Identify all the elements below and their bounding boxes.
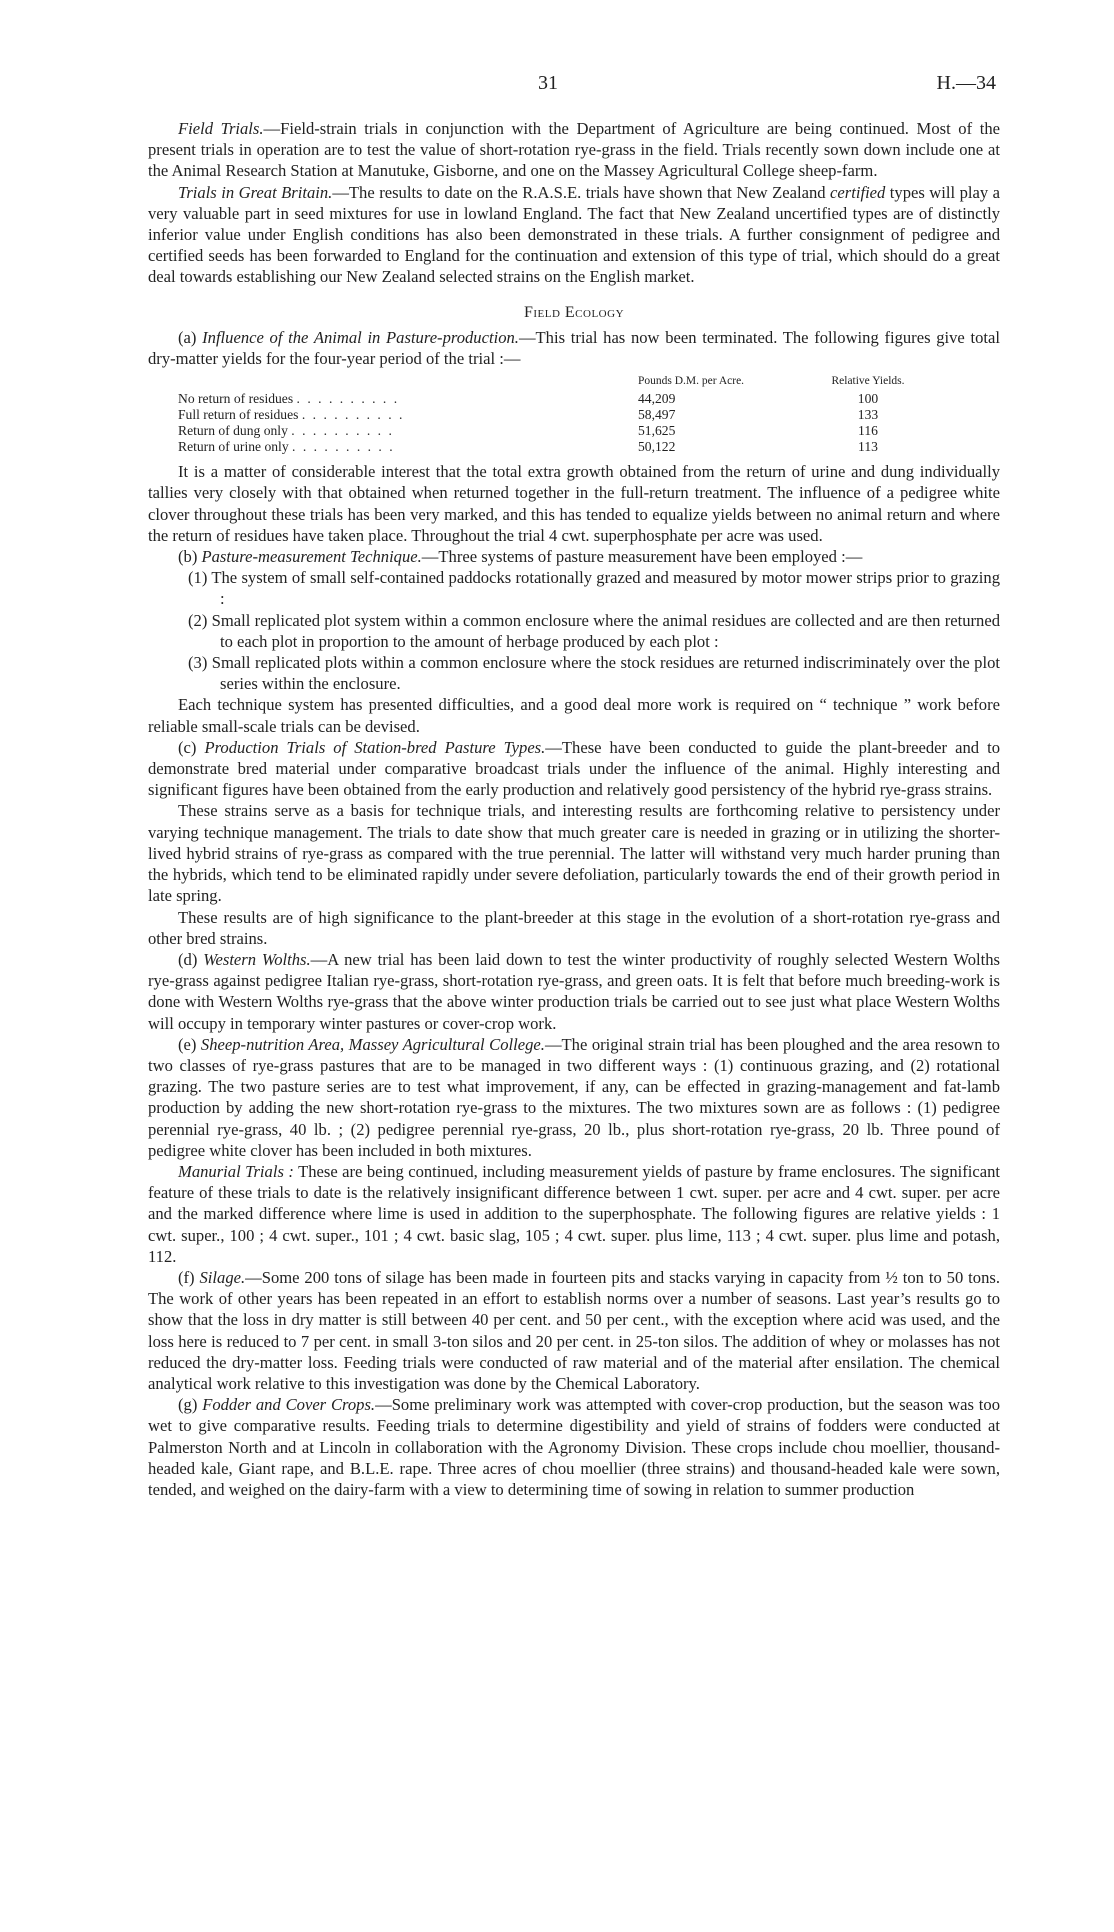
table-row: Return of urine only . . . . . . . . . . 50,122 113 [178,439,878,455]
col-header-relative: Relative Yields. [831,375,905,388]
paragraph-animal-influence: (a) Influence of the Animal in Pasture-production.—This trial has now been terminated. The following figures give total dry-matter yields for the four-year period of the trial :— [148,327,1000,369]
section-heading: Field Ecology [523,303,625,321]
list-item: (2) Small replicated plot system within a common enclosure where the animal residues are collected and are then returned to each plot in proportion to the amount of herbage produced by each plot : [188,610,1000,651]
list-item: (3) Small replicated plots within a common enclosure where the stock residues are returned indiscriminately over the plot series within the enclosure. [188,653,1000,694]
list-item: (1) The system of small self-contained paddocks rotationally grazed and measured by motor mower strips prior to grazing : [188,568,1000,609]
page-number: 31 [538,72,558,94]
paragraph-sheep-nutrition: (e) Sheep-nutrition Area, Massey Agricultural College.—The original strain trial has been ploughed and the area resown to two classes of rye-grass pastures that are to be managed in two different ways : (1) continuous grazing, and (2) rotational grazing. The two pasture series are to test what improvement, if any, can be effected in grazing-management and fat-lamb production by adding the new short-rotation rye-grass to the mixtures. The two mixtures sown are as follows : (1) pedigree perennial rye-grass, 40 lb. ; (2) pedigree perennial rye-grass, 20 lb., plus short-rotation rye-grass, 20 lb. Three pound of pedigree white clover has been included in both mixtures. [148,1034,1000,1160]
table-header-row [178,373,928,391]
col-header-pounds: Pounds D.M. per Acre. [638,375,745,388]
field-trials-label: Field Trials. [178,119,264,138]
paragraph-field-trials: Field Trials.—Field-strain trials in conjunction with the Department of Agriculture are being continued. Most of the present trials in operation are to test the value of short-rotation rye-grass in the field. Trials recently sown down include one at the Animal Research Station at Manutuke, Gisborne, and one on the Massey Agricultural College sheep-farm. [148,119,1000,181]
yield-table [178,373,928,455]
great-britain-label: Trials in Great Britain. [178,182,333,202]
page-header [0,72,1114,102]
paragraph-interest: It is a matter of considerable interest that the total extra growth obtained from the return of urine and dung individually tallies very closely with that obtained when returned together in the full-return treatment. The influence of a pedigree white clover throughout these trials has been very marked, and this has tended to equalize yields between no animal return and where the return of residues have taken place. Throughout the trial 4 cwt. superphosphate per acre was used. [148,462,1000,545]
table-row: Full return of residues . . . . . . . . . . 58,497 133 [178,407,879,423]
paragraph-significance: These results are of high significance to the plant-breeder at this stage in the evolution of a short-rotation rye-grass and other bred strains. [148,907,1000,948]
table-row: No return of residues . . . . . . . . . . 44,209 100 [178,391,879,407]
table-row: Return of dung only . . . . . . . . . . 51,625 116 [178,423,878,439]
paragraph-great-britain: Trials in Great Britain.—The results to date on the R.A.S.E. trials have shown that New Zealand certified types will play a very valuable part in seed mixtures for use in lowland England. The fact that New Zealand uncertified types are of distinctly inferior value under English conditions has also been demonstrated in these trials. A further consignment of pedigree and certified seeds has been forwarded to England for the continuation and extension of this type of trial, which should do a great deal towards establishing our New Zealand selected strains on the English market. [148,182,1000,287]
document-body [148,118,1000,1500]
paragraph-production-trials: (c) Production Trials of Station-bred Pasture Types.—These have been conducted to guide the plant-breeder and to demonstrate bred material under comparative broadcast trials under the influence of the animal. Highly interesting and significant figures have been obtained from the early production and relatively good persistency of the hybrid rye-grass strains. [148,737,1000,800]
report-reference: H.—34 [936,72,996,94]
paragraph-technique-note: Each technique system has presented difficulties, and a good deal more work is required on “ technique ” work before reliable small-scale trials can be devised. [148,695,1000,736]
paragraph-pasture-measurement: (b) Pasture-measurement Technique.—Three systems of pasture measurement have been employed :— [178,547,863,567]
paragraph-fodder: (g) Fodder and Cover Crops.—Some preliminary work was attempted with cover-crop production, but the season was too wet to give comparative results. Feeding trials to determine digestibility and yield of strains of fodders were conducted at Palmerston North and at Lincoln in collaboration with the Agronomy Division. These crops include chou moellier, thousand-headed kale, Giant rape, and B.L.E. rape. Three acres of chou moellier (three strains) and thousand-headed kale were sown, tended, and weighed on the dairy-farm with a view to determining time of sowing in relation to summer production [148,1395,1001,1499]
paragraph-silage: (f) Silage.—Some 200 tons of silage has been made in fourteen pits and stacks varying in capacity from ½ ton to 50 tons. The work of other years has been repeated in an effort to establish norms over a number of seasons. Last year’s results go to show that the loss in dry matter is still between 40 per cent. and 50 per cent., with the exception where acid was used, and the loss here is reduced to 7 per cent. in small 3-ton silos and 20 per cent. in 25-ton silos. The addition of whey or molasses has not reduced the dry-matter loss. Feeding trials were conducted of raw material and of the material after ensilation. The chemical analytical work relative to this investigation was done by the Chemical Laboratory. [148,1267,1000,1393]
paragraph-manurial: Manurial Trials : These are being continued, including measurement yields of pasture by frame enclosures. The significant feature of these trials to date is the relatively insignificant difference between 1 cwt. super. per acre and 4 cwt. super. per acre and the marked difference where lime is used in addition to the superphosphate. The following figures are relative yields : 1 cwt. super., 100 ; 4 cwt. super., 101 ; 4 cwt. basic slag, 105 ; 4 cwt. super. plus lime, 113 ; 4 cwt. super. plus lime and potash, 112. [148,1161,1000,1266]
paragraph-strains-basis: These strains serve as a basis for technique trials, and interesting results are forthcoming relative to persistency under varying technique management. The trials to date show that much greater care is needed in grazing or in utilizing the shorter-lived hybrid strains of rye-grass as compared with the true perennial. The latter will withstand very much harder pruning than the hybrids, which tend to be eliminated rapidly under severe defoliation, particularly towards the end of their growth period in late spring. [148,801,1000,906]
paragraph-western-wolths: (d) Western Wolths.—A new trial has been laid down to test the winter productivity of roughly selected Western Wolths rye-grass against pedigree Italian rye-grass, short-rotation rye-grass, and green oats. It is felt that before much breeding-work is done with Western Wolths rye-grass that the above winter production trials be carried out to see just what place Western Wolths will occupy in temporary winter pastures or cover-crop work. [148,949,1000,1033]
